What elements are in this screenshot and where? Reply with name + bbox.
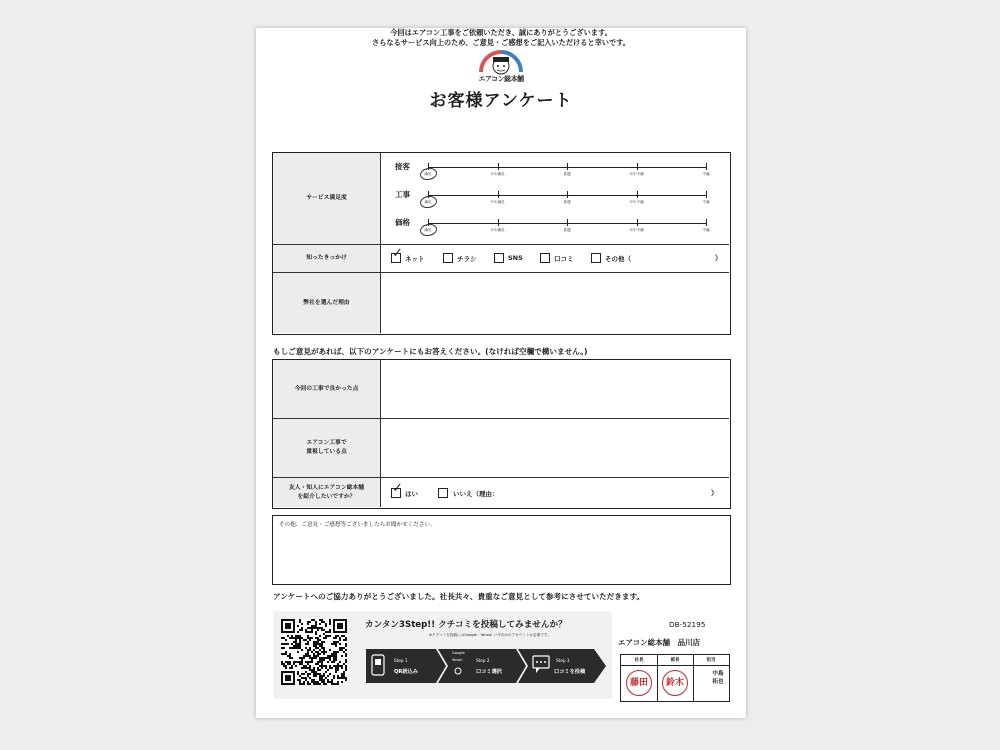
- manager-seal: [662, 670, 688, 696]
- satisfaction-row-label: 価格: [395, 218, 410, 227]
- thanks-message: アンケートへのご協力ありがとうございました。社長共々、貴重なご意見として参考にさせていただきます。: [273, 592, 645, 601]
- scale-tick[interactable]: [567, 219, 568, 226]
- scale-tick-label: やや不満: [629, 228, 644, 232]
- approval-stamp-table: [620, 654, 730, 702]
- source-checkbox[interactable]: [540, 253, 550, 263]
- scale-tick[interactable]: [567, 163, 568, 170]
- good-points-label: 今回の工事で良かった点: [273, 360, 381, 418]
- staff-name-line-1: 中島: [712, 671, 724, 677]
- comments-box[interactable]: [272, 515, 731, 585]
- store-name: エアコン総本舗 品川店: [618, 638, 701, 647]
- scale-tick-label: 満足: [424, 200, 432, 204]
- review-steps: [366, 649, 606, 683]
- scale-tick-label: やや不満: [629, 200, 644, 204]
- promo-title: カンタン3Step!! クチコミを投稿してみませんか？: [365, 620, 567, 630]
- step-3-name: 口コミを投稿: [554, 669, 586, 675]
- source-checkbox[interactable]: [494, 253, 504, 263]
- staff-header: 担当: [693, 655, 729, 666]
- source-checkbox[interactable]: [443, 253, 453, 263]
- priorities-label: [273, 419, 381, 477]
- scale-tick[interactable]: [706, 191, 707, 198]
- step-1-label: Step 1: [394, 658, 408, 663]
- referral-no-checkbox[interactable]: [438, 488, 448, 498]
- document-code: DB-52195: [669, 620, 706, 629]
- source-other-field[interactable]: [645, 252, 709, 264]
- source-option-label: ネット: [405, 255, 425, 263]
- step-3-label: Step 3: [556, 658, 570, 663]
- referral-yes-label: はい: [405, 490, 418, 498]
- selected-circle-mark: [419, 167, 438, 182]
- president-seal-text: 藤田: [629, 677, 648, 688]
- scale-tick-label: 満足: [424, 172, 432, 176]
- company-logo: [471, 46, 531, 86]
- survey-table-lower: [272, 359, 731, 509]
- priorities-label-line-2: 重視している点: [306, 449, 347, 455]
- priorities-label-line-1: エアコン工事で: [306, 440, 347, 447]
- step-1-name: QR読込み: [394, 669, 418, 675]
- good-points-answer-area[interactable]: [383, 362, 727, 416]
- reason-answer-area[interactable]: [383, 275, 727, 331]
- scale-tick[interactable]: [706, 163, 707, 170]
- staff-name-line-2: 拓也: [712, 678, 724, 685]
- referral-close-paren: ）: [711, 489, 718, 497]
- scale-tick-label: やや満足: [490, 228, 505, 232]
- google-text: Google: [452, 651, 465, 655]
- source-label: 知ったきっかけ: [273, 245, 381, 272]
- scale-tick-label: やや満足: [490, 172, 505, 176]
- source-option-label: 口コミ: [554, 255, 574, 263]
- scale-tick-label: 普通: [563, 172, 571, 176]
- check-mark-icon: ✓: [392, 246, 403, 261]
- referral-label: [273, 478, 381, 507]
- selected-circle-mark: [419, 195, 438, 210]
- referral-reason-field[interactable]: [523, 487, 703, 499]
- scale-tick[interactable]: [498, 163, 499, 170]
- scale-tick[interactable]: [637, 219, 638, 226]
- check-mark-icon: ✓: [392, 481, 403, 496]
- manager-seal-text: 鈴木: [665, 677, 684, 688]
- president-seal: [626, 670, 652, 696]
- referral-label-line-2: を紹介したいですか？: [297, 493, 356, 500]
- scale-tick-label: 普通: [563, 200, 571, 204]
- scale-tick[interactable]: [637, 163, 638, 170]
- scale-tick-label: やや不満: [629, 172, 644, 176]
- optional-heading: もしご意見があれば、以下のアンケートにもお答えください。(なければ空欄で構いません。): [273, 347, 588, 356]
- scale-tick-label: やや満足: [490, 200, 505, 204]
- intro-line-1: 今回はエアコン工事をご依頼いただき、誠にありがとうございます。: [390, 28, 612, 37]
- review-promo-panel: [273, 611, 612, 699]
- yahoo-text: Yahoo!: [452, 658, 463, 662]
- scale-tick-label: 満足: [424, 228, 432, 232]
- survey-table-upper: [272, 152, 731, 335]
- selected-circle-mark: [419, 223, 438, 238]
- survey-sheet: [256, 28, 746, 718]
- intro-line-2: さらなるサービス向上のため、ご意見・ご感想をご記入いただけると幸いです。: [372, 38, 630, 47]
- reason-label: 弊社を選んだ理由: [273, 273, 381, 333]
- scale-tick[interactable]: [498, 191, 499, 198]
- source-close-paren: ）: [715, 254, 722, 262]
- scale-tick[interactable]: [567, 191, 568, 198]
- satisfaction-row-label: 工事: [395, 190, 410, 199]
- scale-tick-label: 不満: [702, 228, 710, 232]
- source-option-label: その他（: [605, 255, 631, 263]
- scale-tick-label: 不満: [702, 172, 710, 176]
- staff-name: [706, 671, 730, 687]
- manager-header: 部長: [657, 655, 693, 666]
- scale-tick[interactable]: [637, 191, 638, 198]
- source-option-label: チラシ: [457, 255, 477, 263]
- scale-tick[interactable]: [498, 219, 499, 226]
- scale-tick-label: 普通: [563, 228, 571, 232]
- scale-tick-label: 不満: [702, 200, 710, 204]
- qr-code[interactable]: [281, 619, 347, 685]
- source-checkbox[interactable]: [591, 253, 601, 263]
- step-2-name: 口コミ選択: [476, 669, 502, 675]
- step-2-label: Step 2: [476, 658, 490, 663]
- source-option-label: SNS: [508, 254, 523, 262]
- referral-no-label: いいえ（理由：: [453, 490, 499, 498]
- page-title: お客様アンケート: [429, 91, 573, 111]
- scale-tick[interactable]: [706, 219, 707, 226]
- promo-note: ※クチコミを投稿にはGoogle・Yahoo! いずれかのアカウントが必要です。: [429, 633, 551, 637]
- priorities-answer-area[interactable]: [383, 421, 727, 475]
- satisfaction-label: サービス満足度: [273, 153, 381, 244]
- comments-label: その他、ご意見・ご感想等ございましたらお聞かせください。: [279, 522, 436, 528]
- referral-label-line-1: 友人・知人にエアコン総本舗: [288, 484, 365, 491]
- satisfaction-row-label: 接客: [395, 162, 410, 171]
- logo-text: エアコン総本舗: [478, 75, 524, 83]
- president-header: 社長: [621, 655, 657, 666]
